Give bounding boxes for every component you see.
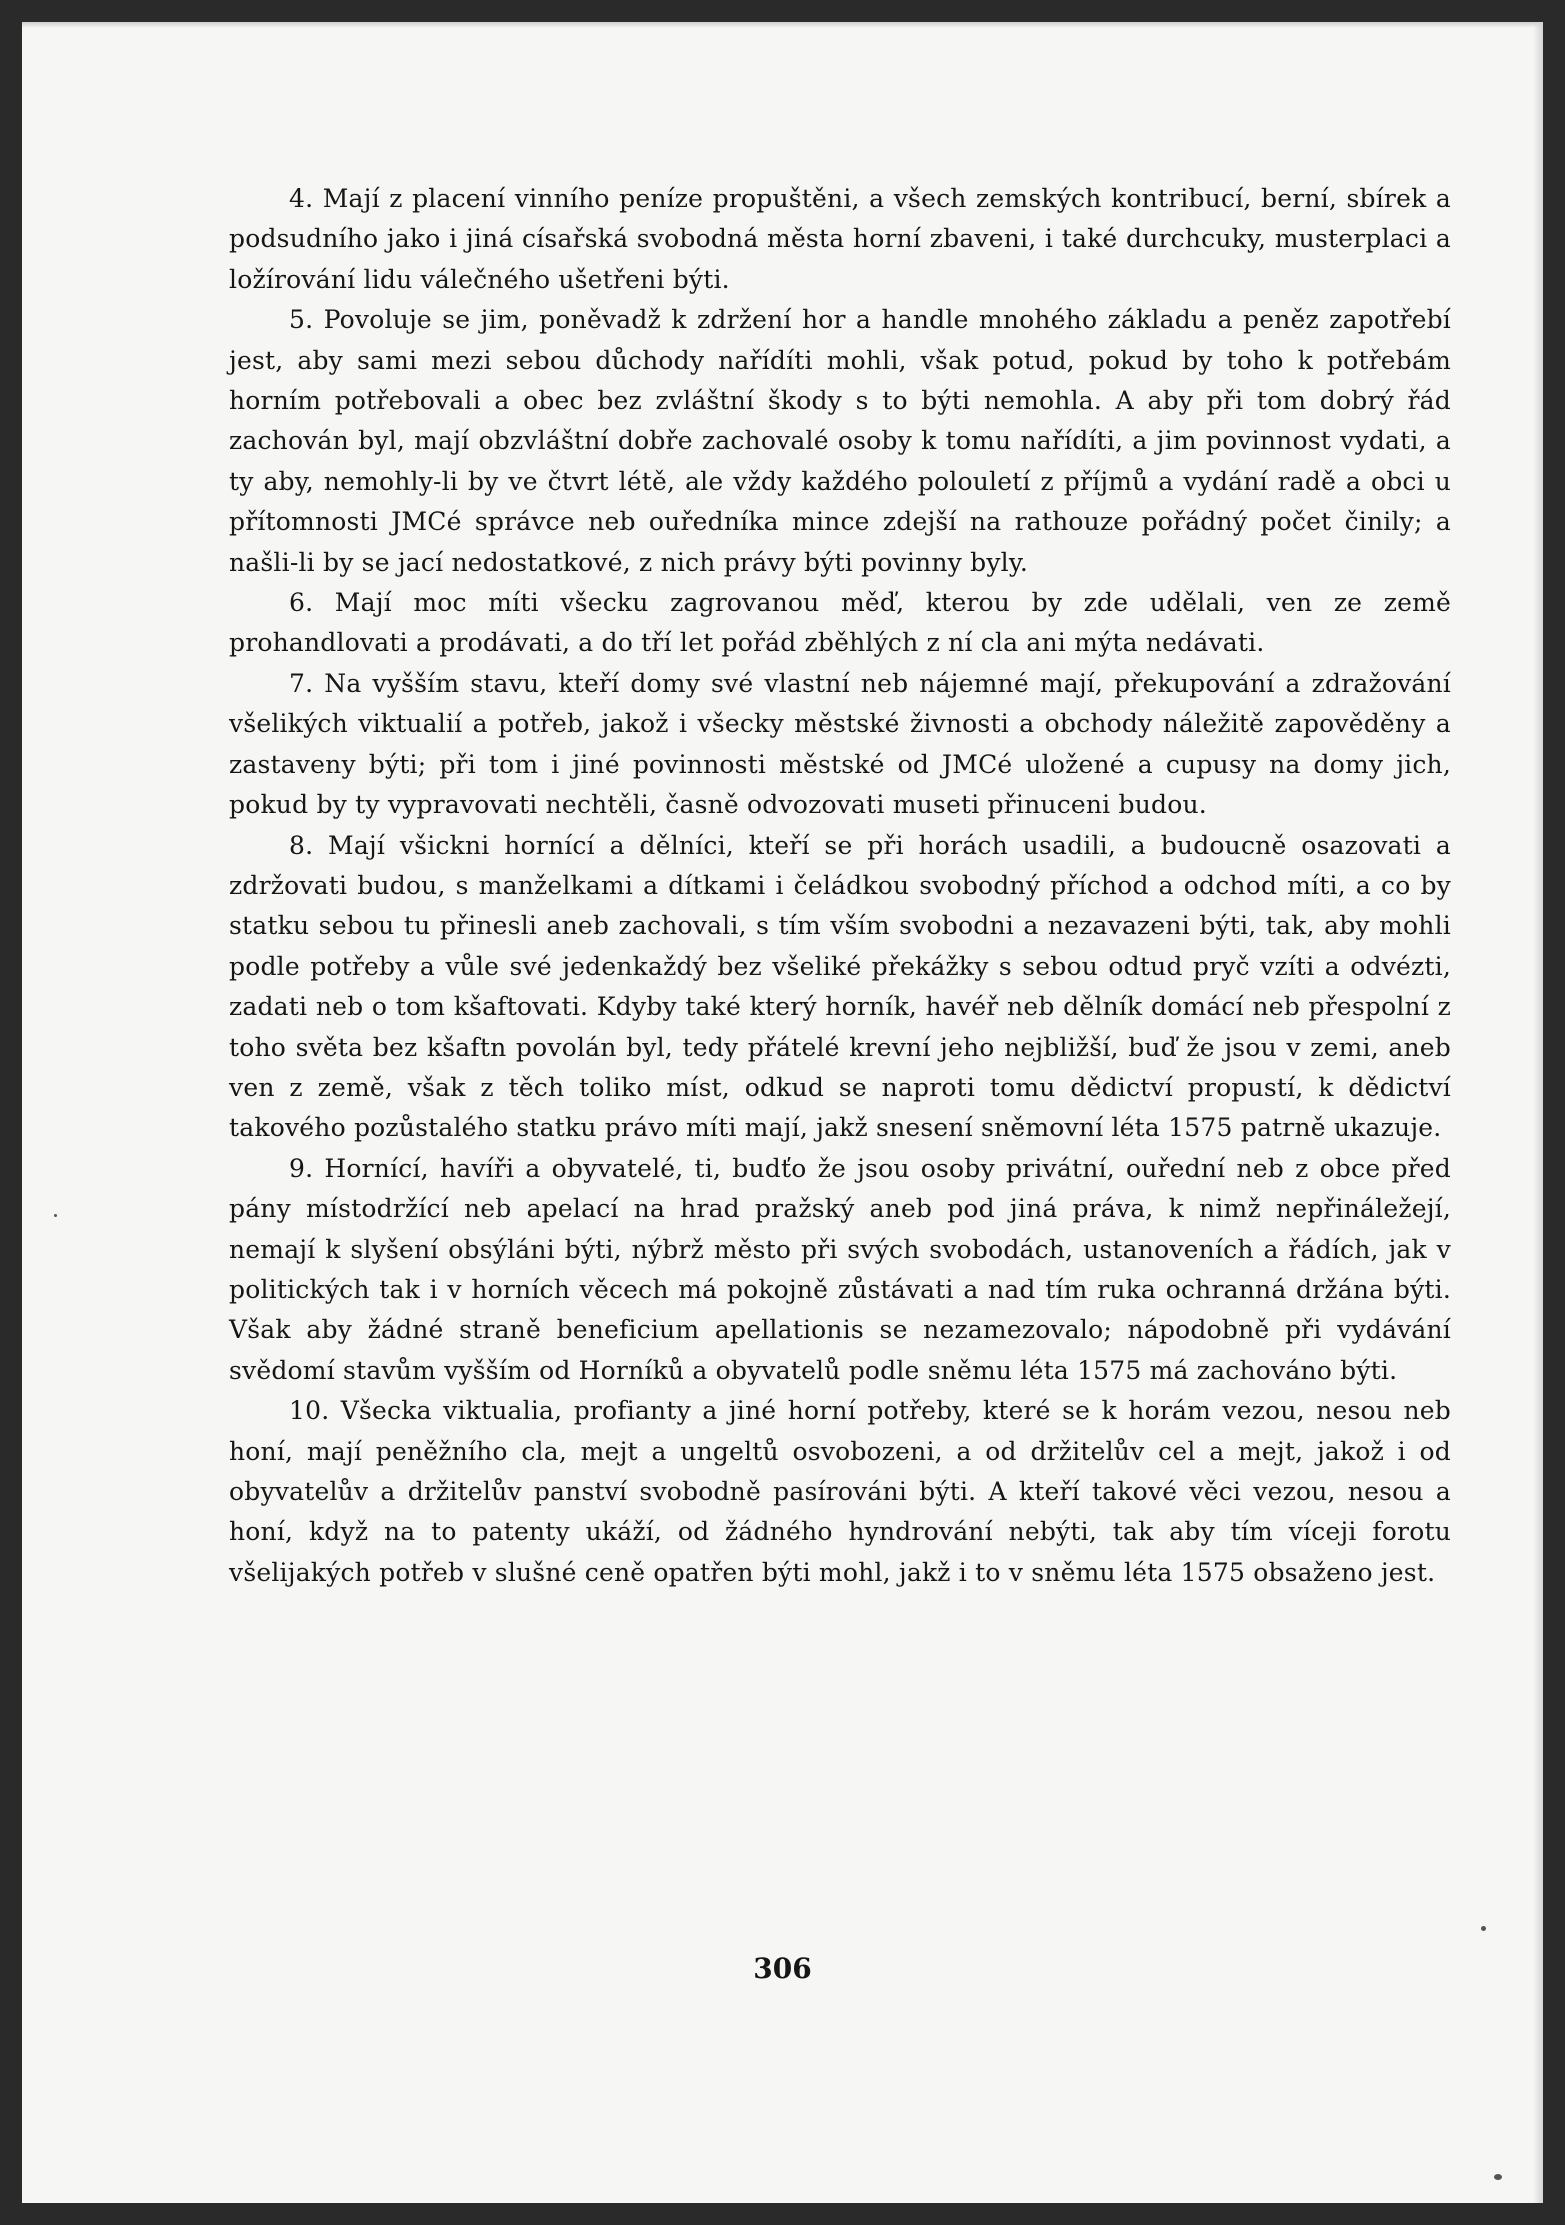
page-right-shadow [1533,22,1543,2203]
page-number: 306 [753,1952,812,1985]
paragraph-8: 8. Mají všickni hornící a dělníci, kteří se při horách usadili, a budoucně osazovati a zdržovati budou, s manželkami a dítkami i čeládkou svobodný příchod a odchod míti, a co by statku sebou tu přinesli aneb zachovali, s tím vším svobodni a nezavazeni býti, tak, aby mohli podle potřeby a vůle své jedenkaždý bez všeliké překážky s sebou odtud pryč vzíti a odvézti, zadati neb o tom kšaftovati. Kdyby také který horník, havéř neb dělník domácí neb přespolní z toho světa bez kšaftn povolán byl, tedy přátelé krevní jeho nejbližší, buď že jsou v zemi, aneb ven z země, však z těch toliko míst, odkud se naproti tomu dědictví propustí, k dědictví takového pozůstalého statku právo míti mají, jakž snesení sněmovní léta 1575 patrně ukazuje. [229,830,1451,1143]
paragraph-6: 6. Mají moc míti všecku zagrovanou měď, kterou by zde udělali, ven ze země prohandlovati a prodávati, a do tří let pořád zběhlých z ní cla ani mýta nedávati. [229,588,1451,658]
paragraph-7: 7. Na vyšším stavu, kteří domy své vlastní neb nájemné mají, překupování a zdražování všelikých viktualií a potřeb, jakož i všecky městské živnosti a obchody náležitě zapověděny a zastaveny býti; při tom i jiné povinnosti městské od JMCé uložené a cupusy na domy jich, pokud by ty vypravovati nechtěli, časně odvozovati museti přinuceni budou. [229,668,1451,820]
document-page [22,22,1543,2203]
paragraph-9: 9. Hornící, havíři a obyvatelé, ti, budťo že jsou osoby privátní, ouřední neb z obce před pány místodržící neb apelací na hrad pražský aneb pod jiná práva, k nimž nepřináležejí, nemají k slyšení obsýláni býti, nýbrž město při svých svobodách, ustanoveních a řádích, jak v politických tak i v horních věcech má pokojně zůstávati a nad tím ruka ochranná držána býti. Však aby žádné straně beneficium apellationis se nezamezovalo; nápodobně při vydávání svědomí stavům vyšším od Horníků a obyvatelů podle sněmu léta 1575 má zachováno býti. [229,1153,1451,1385]
scan-speck [54,1214,57,1217]
paragraph-10: 10. Všecka viktualia, profianty a jiné horní potřeby, které se k horám vezou, nesou neb honí, mají peněžního cla, mejt a ungeltů osvobozeni, a od držitelův cel a mejt, jakož i od obyvatelův a držitelův panství svobodně pasírováni býti. A kteří takové věci vezou, nesou a honí, když na to patenty ukáží, od žádného hyndrování nebýti, tak aby tím víceji forotu všelijakých potřeb v slušné ceně opatřen býti mohl, jakž i to v sněmu léta 1575 obsaženo jest. [229,1396,1451,1587]
body-text [229,179,1451,1593]
scan-speck [1481,1926,1486,1931]
paragraph-5: 5. Povoluje se jim, poněvadž k zdržení hor a handle mnohého základu a peněz zapotřebí jest, aby sami mezi sebou důchody nařídíti mohli, však potud, pokud by toho k potřebám horním potřebovali a obec bez zvláštní škody s to býti nemohla. A aby při tom dobrý řád zachován byl, mají obzvláštní dobře zachovalé osoby k tomu nařídíti, a jim povinnost vydati, a ty aby, nemohly-li by ve čtvrt létě, ale vždy každého polouletí z příjmů a vydání radě a obci u přítomnosti JMCé správce neb ouředníka mince zdejší na rathouze pořádný počet činily; a našli-li by se jací nedostatkové, z nich právy býti povinny byly. [229,305,1451,577]
page-top-shadow [22,22,1543,28]
paragraph-4: 4. Mají z placení vinního peníze propuštěni, a všech zemských kontribucí, berní, sbírek a podsudního jako i jiná císařská svobodná města horní zbaveni, i také durchcuky, musterplaci a ložírování lidu válečného ušetřeni býti. [229,184,1451,294]
scan-speck [1494,2174,1502,2180]
